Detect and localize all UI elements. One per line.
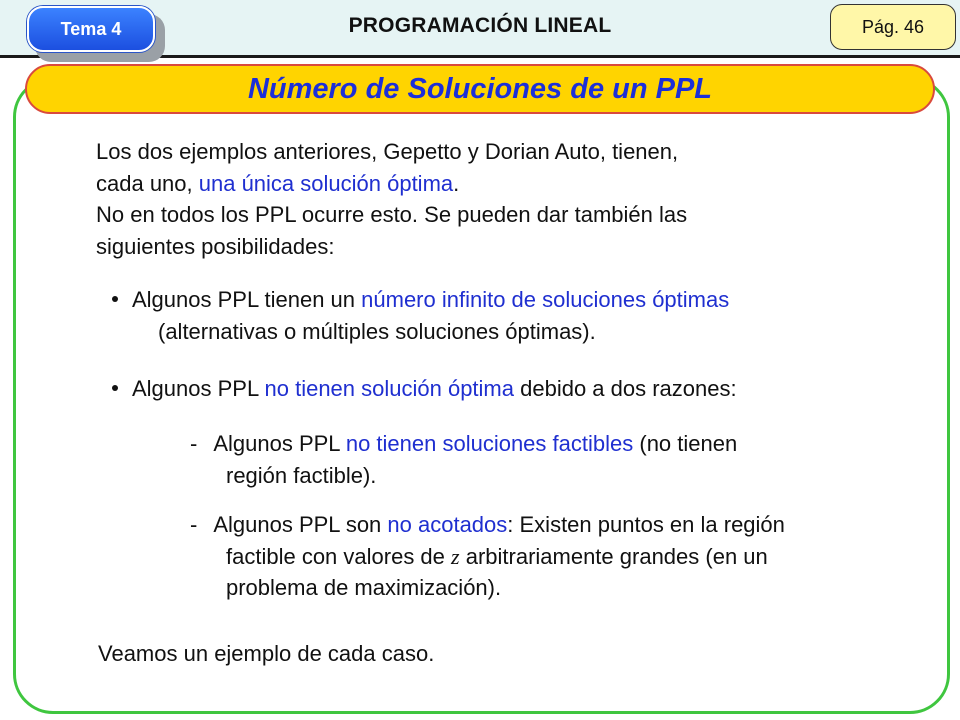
sub-item-1-dash: - <box>190 431 198 456</box>
sub-item-2-post: : Existen puntos en la región <box>507 512 785 537</box>
sub-item-2-highlight: no acotados <box>387 512 508 537</box>
intro-highlight: una única solución óptima <box>198 170 454 196</box>
bullet-item <box>112 373 737 405</box>
sub-item-2-continuation-2: problema de maximización). <box>226 575 502 600</box>
sub-item-2-cont-pre: factible con valores de <box>226 543 452 569</box>
bullet-dot-icon <box>112 385 118 391</box>
bullet-2-pre: Algunos PPL <box>132 376 265 401</box>
bullet-1-highlight: número infinito de soluciones óptimas <box>361 287 730 312</box>
bullet-2-post: debido a dos razones: <box>514 376 737 401</box>
variable-z: z <box>451 543 460 569</box>
sub-item-2-continuation <box>190 541 768 573</box>
bullet-1-pre: Algunos PPL tienen un <box>132 287 362 312</box>
sub-item-2-pre: Algunos PPL son <box>213 512 388 537</box>
sub-item-1-highlight: no tienen soluciones factibles <box>345 431 634 456</box>
sub-item-1-post: (no tienen <box>633 431 738 456</box>
intro-line-2-pre: cada uno, <box>96 170 199 196</box>
sub-item-1-continuation: región factible). <box>226 462 377 488</box>
slide-title: Número de Soluciones de un PPL <box>25 64 935 114</box>
bullet-2-highlight: no tienen solución óptima <box>264 376 514 401</box>
sub-item <box>190 509 785 604</box>
intro-line-1: Los dos ejemplos anteriores, Gepetto y Dorian Auto, tienen, <box>96 139 679 164</box>
page-number-badge: Pág. 46 <box>830 4 956 50</box>
sub-item-2-cont-post: arbitrariamente grandes (en un <box>459 543 768 569</box>
bullet-dot-icon <box>112 296 118 302</box>
sub-item <box>190 428 737 491</box>
sub-item-1-pre: Algunos PPL <box>213 431 346 456</box>
header-title: PROGRAMACIÓN LINEAL <box>348 14 612 37</box>
bullet-item <box>112 284 729 347</box>
bullet-1-continuation: (alternativas o múltiples soluciones óptimas). <box>158 318 596 344</box>
tema-badge[interactable]: Tema 4 <box>27 6 155 52</box>
intro-line-2-post: . <box>453 170 460 196</box>
intro-line-3: No en todos los PPL ocurre esto. Se pueden dar también las <box>96 202 688 227</box>
closing-text: Veamos un ejemplo de cada caso. <box>98 641 435 666</box>
sub-item-2-dash: - <box>190 512 198 537</box>
intro-line-4: siguientes posibilidades: <box>96 233 335 259</box>
intro-paragraph <box>96 136 687 262</box>
